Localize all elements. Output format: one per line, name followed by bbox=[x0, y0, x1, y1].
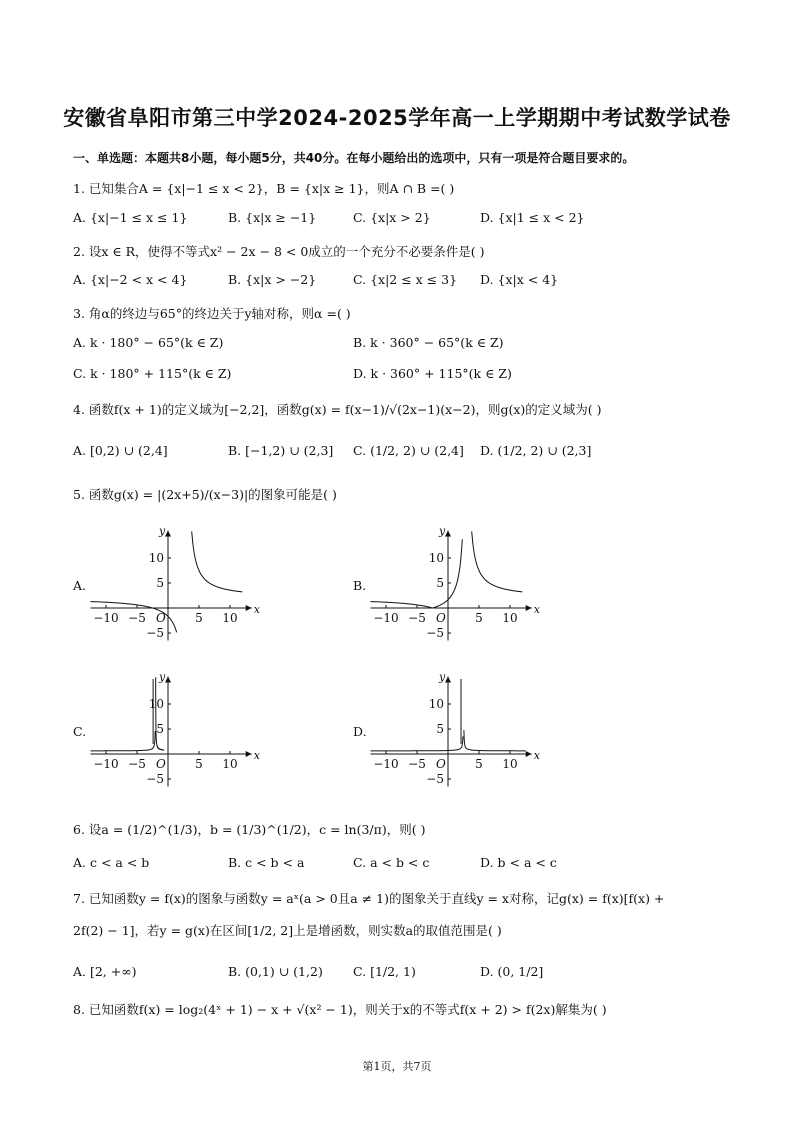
graph-d bbox=[370, 658, 540, 798]
graph-a bbox=[90, 512, 260, 652]
y-axis-label: y bbox=[439, 670, 446, 684]
y-tick-label: 5 bbox=[436, 576, 444, 590]
x-axis-arrow bbox=[246, 751, 252, 757]
y-axis-label: y bbox=[159, 670, 166, 684]
y-axis-label: y bbox=[439, 524, 446, 538]
q6-option-c: C. a < b < c bbox=[353, 855, 430, 870]
graph-b-curve-right bbox=[472, 531, 523, 592]
y-tick-label: −5 bbox=[146, 626, 164, 640]
q2-option-b: B. {x|x > −2} bbox=[228, 272, 317, 287]
y-axis-arrow bbox=[445, 531, 451, 537]
graph-d-curve-right bbox=[464, 730, 526, 751]
graph-c-curve-right bbox=[156, 677, 165, 750]
q3-option-a: A. k · 180° − 65°(k ∈ Z) bbox=[73, 335, 224, 350]
q5-option-a: A. bbox=[73, 578, 87, 593]
q7-option-b: B. (0,1) ∪ (1,2) bbox=[228, 964, 323, 979]
y-axis-arrow bbox=[165, 531, 171, 537]
x-tick-label: 10 bbox=[502, 757, 518, 771]
x-tick-label: 5 bbox=[195, 611, 203, 625]
q4-option-a: A. [0,2) ∪ (2,4] bbox=[73, 443, 168, 458]
q7-option-c: C. [1/2, 1) bbox=[353, 964, 416, 979]
y-axis-arrow bbox=[165, 677, 171, 683]
x-tick-label: 10 bbox=[502, 611, 518, 625]
question-4: 4. 函数f(x + 1)的定义域为[−2,2]，函数g(x) = f(x−1)/√(2x−1)(x−2)，则g(x)的定义域为( ) bbox=[73, 402, 602, 417]
y-tick-label: 5 bbox=[156, 722, 164, 736]
q5-option-c: C. bbox=[73, 724, 87, 739]
x-axis-label: x bbox=[253, 603, 260, 616]
x-tick-label: 10 bbox=[222, 611, 238, 625]
graph-b-curve-left bbox=[371, 539, 463, 608]
origin-label: O bbox=[436, 611, 446, 625]
x-axis-label: x bbox=[533, 749, 540, 762]
question-6: 6. 设a = (1/2)^(1/3)，b = (1/3)^(1/2)，c = ln(3/π)，则( ) bbox=[73, 822, 426, 837]
question-1: 1. 已知集合A = {x|−1 ≤ x < 2}，B = {x|x ≥ 1}，则A ∩ B =( ) bbox=[73, 181, 455, 196]
q6-option-a: A. c < a < b bbox=[73, 855, 150, 870]
q2-option-c: C. {x|2 ≤ x ≤ 3} bbox=[353, 272, 458, 287]
q7-option-d: D. (0, 1/2] bbox=[480, 964, 544, 979]
y-tick-label: 10 bbox=[428, 697, 444, 711]
page-footer: 第1页，共7页 bbox=[362, 1060, 432, 1073]
question-5: 5. 函数g(x) = |(2x+5)/(x−3)|的图象可能是( ) bbox=[73, 487, 337, 502]
question-3: 3. 角α的终边与65°的终边关于y轴对称，则α =( ) bbox=[73, 306, 351, 321]
x-axis-arrow bbox=[526, 751, 532, 757]
y-tick-label: 5 bbox=[436, 722, 444, 736]
x-tick-label: −5 bbox=[408, 611, 426, 625]
x-axis-arrow bbox=[526, 605, 532, 611]
question-7-cont: 2f(2) − 1]，若y = g(x)在区间[1/2, 2]上是增函数，则实数a的取值范围是( ) bbox=[73, 923, 502, 938]
x-tick-label: −10 bbox=[93, 757, 119, 771]
origin-label: O bbox=[436, 757, 446, 771]
y-axis-label: y bbox=[159, 524, 166, 538]
x-tick-label: 5 bbox=[475, 611, 483, 625]
q1-option-c: C. {x|x > 2} bbox=[353, 210, 431, 225]
y-tick-label: −5 bbox=[146, 772, 164, 786]
x-tick-label: 10 bbox=[222, 757, 238, 771]
y-tick-label: 10 bbox=[148, 551, 164, 565]
x-tick-label: 5 bbox=[475, 757, 483, 771]
y-tick-label: 10 bbox=[428, 551, 444, 565]
q5-option-d: D. bbox=[353, 724, 367, 739]
x-tick-label: −10 bbox=[373, 611, 399, 625]
q1-option-b: B. {x|x ≥ −1} bbox=[228, 210, 317, 225]
x-axis-label: x bbox=[253, 749, 260, 762]
y-axis-arrow bbox=[445, 677, 451, 683]
q4-option-c: C. (1/2, 2) ∪ (2,4] bbox=[353, 443, 464, 458]
graph-d-curve-left bbox=[371, 736, 464, 751]
graph-b bbox=[370, 512, 540, 652]
question-2: 2. 设x ∈ R，使得不等式x² − 2x − 8 < 0成立的一个充分不必要条件是( ) bbox=[73, 244, 485, 259]
q5-option-b: B. bbox=[353, 578, 367, 593]
x-tick-label: −5 bbox=[128, 757, 146, 771]
q3-option-b: B. k · 360° − 65°(k ∈ Z) bbox=[353, 335, 504, 350]
x-tick-label: −10 bbox=[373, 757, 399, 771]
question-8: 8. 已知函数f(x) = log₂(4ˣ + 1) − x + √(x² − 1)，则关于x的不等式f(x + 2) > f(2x)解集为( ) bbox=[73, 1002, 607, 1017]
y-tick-label: −5 bbox=[426, 626, 444, 640]
x-axis-label: x bbox=[533, 603, 540, 616]
q3-option-c: C. k · 180° + 115°(k ∈ Z) bbox=[73, 366, 232, 381]
graph-a-curve-right bbox=[192, 531, 243, 592]
q1-option-d: D. {x|1 ≤ x < 2} bbox=[480, 210, 585, 225]
q4-option-d: D. (1/2, 2) ∪ (2,3] bbox=[480, 443, 592, 458]
q6-option-b: B. c < b < a bbox=[228, 855, 305, 870]
q1-option-a: A. {x|−1 ≤ x ≤ 1} bbox=[73, 210, 188, 225]
x-axis-arrow bbox=[246, 605, 252, 611]
origin-label: O bbox=[156, 611, 166, 625]
graph-c bbox=[90, 658, 260, 798]
q6-option-d: D. b < a < c bbox=[480, 855, 557, 870]
y-tick-label: 10 bbox=[148, 697, 164, 711]
q7-option-a: A. [2, +∞) bbox=[73, 964, 137, 979]
y-tick-label: 5 bbox=[156, 576, 164, 590]
q4-option-b: B. [−1,2) ∪ (2,3] bbox=[228, 443, 334, 458]
section-heading: 一、单选题：本题共8小题，每小题5分，共40分。在每小题给出的选项中，只有一项是符合题目要求的。 bbox=[73, 151, 635, 165]
y-tick-label: −5 bbox=[426, 772, 444, 786]
q2-option-d: D. {x|x < 4} bbox=[480, 272, 559, 287]
x-tick-label: −5 bbox=[408, 757, 426, 771]
x-tick-label: 5 bbox=[195, 757, 203, 771]
x-tick-label: −5 bbox=[128, 611, 146, 625]
question-7: 7. 已知函数y = f(x)的图象与函数y = aˣ(a > 0且a ≠ 1)的图象关于直线y = x对称，记g(x) = f(x)[f(x) + bbox=[73, 891, 665, 906]
q2-option-a: A. {x|−2 < x < 4} bbox=[73, 272, 188, 287]
graph-c-curve-left bbox=[91, 731, 156, 751]
x-tick-label: −10 bbox=[93, 611, 119, 625]
q3-option-d: D. k · 360° + 115°(k ∈ Z) bbox=[353, 366, 512, 381]
origin-label: O bbox=[156, 757, 166, 771]
page-title: 安徽省阜阳市第三中学2024-2025学年高一上学期期中考试数学试卷 bbox=[63, 106, 731, 130]
